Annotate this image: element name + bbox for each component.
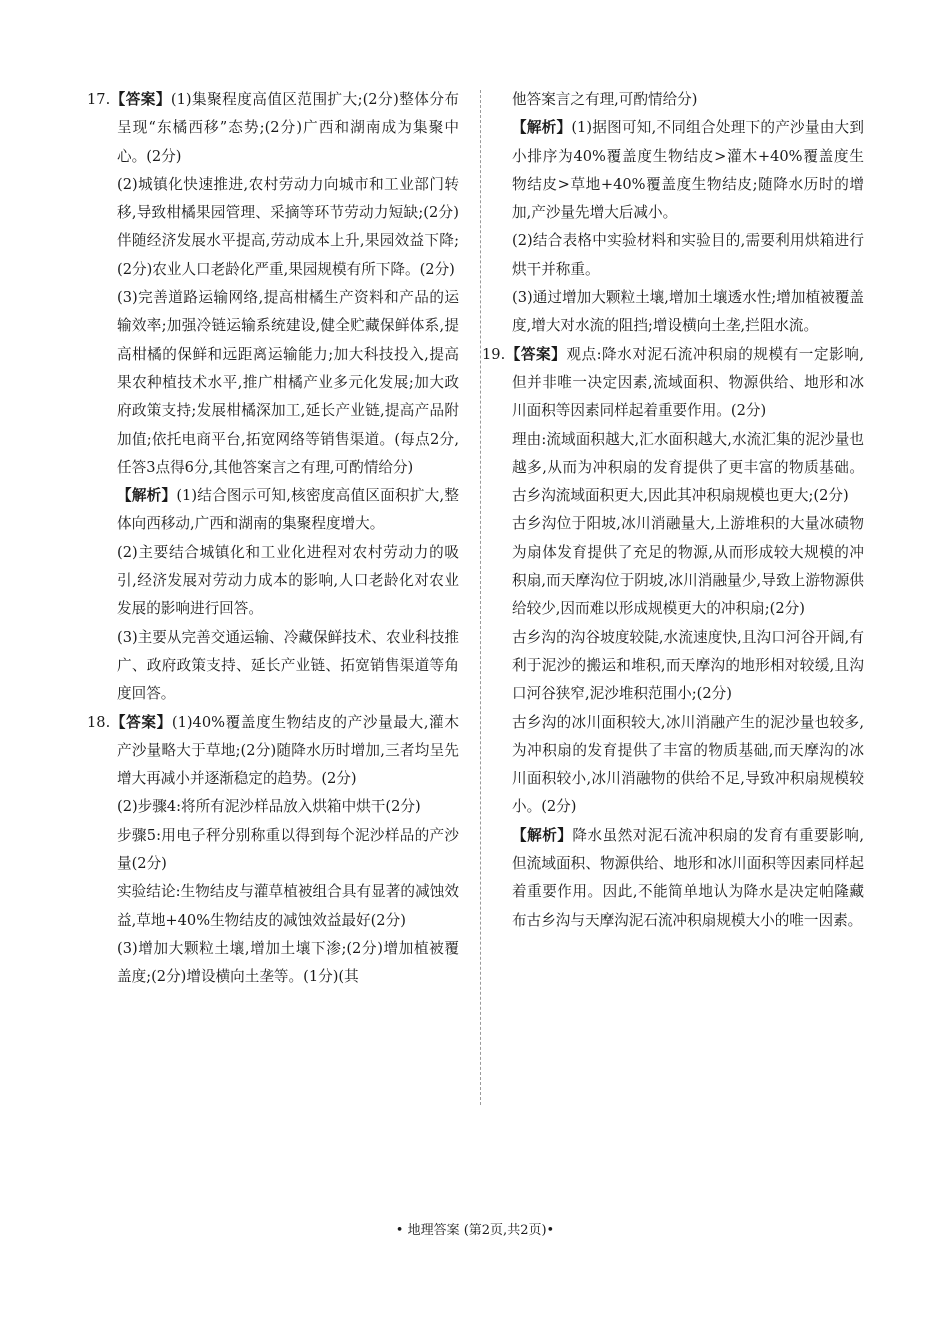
answer-19-reason3: 古乡沟的沟谷坡度较陡,水流速度快,且沟口河谷开阔,有利于泥沙的搬运和堆积,而天摩沟的地形相对较缓,且沟口河谷狭窄,泥沙堆积范围小;(2分) bbox=[512, 628, 864, 703]
analysis-17-part3: (3)主要从完善交通运输、冷藏保鲜技术、农业科技推广、政府政策支持、延长产业链、拓宽销售渠道等角度回答。 bbox=[117, 628, 459, 703]
answer-19: 19.【答案】观点:降水对泥石流冲积扇的规模有一定影响,但并非唯一决定因素,流域面积、物源供给、地形和冰川面积等因素同样起着重要作用。(2分) bbox=[482, 345, 864, 420]
answer-17-part3: (3)完善道路运输网络,提高柑橘生产资料和产品的运输效率;加强冷链运输系统建设,健全贮藏保鲜体系,提高柑橘的保鲜和远距离运输能力;加大科技投入,提高果农种植技术水平,推广柑橘产业多元化发展;加大政府政策支持;发展柑橘深加工,延长产业链,提高产品附加值;依托电商平台,拓宽网络等销售渠道。(每点2分,任答3点得6分,其他答案言之有理,可酌情给分) bbox=[117, 289, 459, 476]
page-footer: • 地理答案 (第2页,共2页)• bbox=[395, 1223, 555, 1238]
answer-18-part3: (3)增加大颗粒土壤,增加土壤下渗;(2分)增加植被覆盖度;(2分)增设横向土垄等。(1分)(其 bbox=[117, 939, 459, 986]
analysis-18-part2: (2)结合表格中实验材料和实验目的,需要利用烘箱进行烘干并称重。 bbox=[512, 232, 864, 278]
answer-17-part2: (2)城镇化快速推进,农村劳动力向城市和工业部门转移,导致柑橘果园管理、采摘等环节劳动力短缺;(2分)伴随经济发展水平提高,劳动成本上升,果园效益下降;(2分)农业人口老龄化严重,果园规模有所下降。(2分) bbox=[117, 175, 459, 278]
answer-18-step4: (2)步骤4:将所有泥沙样品放入烘箱中烘干(2分) bbox=[117, 798, 421, 816]
analysis-18: 【解析】(1)据图可知,不同组合处理下的产沙量由大到小排序为40%覆盖度生物结皮>灌木+40%覆盖度生物结皮>草地+40%覆盖度生物结皮;随降水历时的增加,产沙量先增大后减小。 bbox=[512, 119, 864, 222]
answer-17: 17.【答案】(1)集聚程度高值区范围扩大;(2分)整体分布呈现“东橘西移”态势;(2分)广西和湖南成为集聚中心。(2分) bbox=[87, 91, 459, 165]
answer-19-reason2: 古乡沟位于阳坡,冰川消融量大,上游堆积的大量冰碛物为扇体发育提供了充足的物源,从而形成较大规模的冲积扇,而天摩沟位于阴坡,冰川消融量少,导致上游物源供给较少,因而难以形成规模更大的冲积扇;(2分) bbox=[512, 515, 864, 618]
answer-18-continued: 他答案言之有理,可酌情给分) bbox=[512, 91, 698, 108]
analysis-18-part3: (3)通过增加大颗粒土壤,增加土壤透水性;增加植被覆盖度,增大对水流的阻挡;增设横向土垄,拦阻水流。 bbox=[512, 289, 864, 335]
right-column bbox=[482, 86, 864, 935]
analysis-17-part2: (2)主要结合城镇化和工业化进程对农村劳动力的吸引,经济发展对劳动力成本的影响,人口老龄化对农业发展的影响进行回答。 bbox=[117, 543, 459, 618]
left-column bbox=[87, 86, 459, 992]
answer-19-reason4: 古乡沟的冰川面积较大,冰川消融产生的泥沙量也较多,为冲积扇的发育提供了丰富的物质基础,而天摩沟的冰川面积较小,冰川消融物的供给不足,导致冲积扇规模较小。(2分) bbox=[512, 713, 864, 816]
analysis-19: 【解析】降水虽然对泥石流冲积扇的发育有重要影响,但流域面积、物源供给、地形和冰川面积等因素同样起着重要作用。因此,不能简单地认为降水是决定帕隆藏布古乡沟与天摩沟泥石流冲积扇规模大小的唯一因素。 bbox=[512, 826, 864, 929]
analysis-17: 【解析】(1)结合图示可知,核密度高值区面积扩大,整体向西移动,广西和湖南的集聚程度增大。 bbox=[117, 487, 459, 533]
answer-18-step5: 步骤5:用电子秤分别称重以得到每个泥沙样品的产沙量(2分) bbox=[117, 826, 459, 873]
answer-18-conclusion: 实验结论:生物结皮与灌草植被组合具有显著的减蚀效益,草地+40%生物结皮的减蚀效益最好(2分) bbox=[117, 883, 459, 929]
answer-19-reason1: 理由:流域面积越大,汇水面积越大,水流汇集的泥沙量也越多,从而为冲积扇的发育提供了更丰富的物质基础。古乡沟流域面积更大,因此其冲积扇规模也更大;(2分) bbox=[512, 430, 864, 505]
column-divider bbox=[480, 90, 481, 1105]
answer-18: 18.【答案】(1)40%覆盖度生物结皮的产沙量最大,灌木产沙量略大于草地;(2分)随降水历时增加,三者均呈先增大再减小并逐渐稳定的趋势。(2分) bbox=[87, 713, 459, 788]
